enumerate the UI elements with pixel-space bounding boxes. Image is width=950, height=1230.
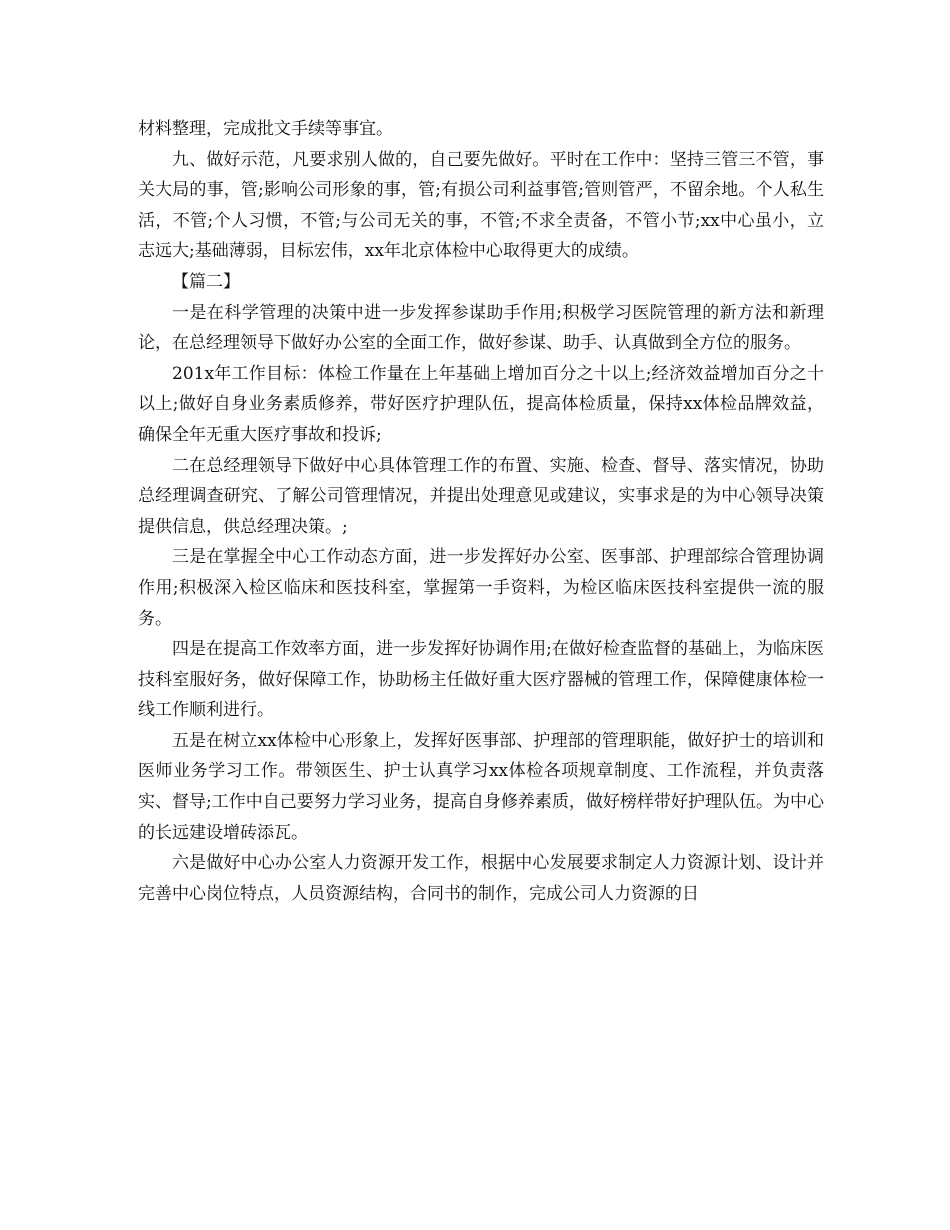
- paragraph-item-four: 四是在提高工作效率方面，进一步发挥好协调作用;在做好检查监督的基础上，为临床医技科室服好务，做好保障工作，协助杨主任做好重大医疗器械的管理工作，保障健康体检一线工作顺利进行。: [138, 639, 824, 721]
- document-page: [138, 114, 824, 909]
- paragraph-item-one: 一是在科学管理的决策中进一步发挥参谋助手作用;积极学习医院管理的新方法和新理论，在总经理领导下做好办公室的全面工作，做好参谋、助手、认真做到全方位的服务。: [138, 302, 824, 354]
- paragraph-continuation: 材料整理，完成批文手续等事宜。: [138, 119, 393, 139]
- section-heading-part-two: 【篇二】: [172, 271, 240, 292]
- paragraph-item-three: 三是在掌握全中心工作动态方面，进一步发挥好办公室、医事部、护理部综合管理协调作用;积极深入检区临床和医技科室，掌握第一手资料，为检区临床医技科室提供一流的服务。: [138, 547, 824, 629]
- paragraph-item-five: 五是在树立xx体检中心形象上，发挥好医事部、护理部的管理职能，做好护士的培训和医师业务学习工作。带领医生、护士认真学习xx体检各项规章制度、工作流程，并负责落实、督导;工作中自己要努力学习业务，提高自身修养素质，做好榜样带好护理队伍。为中心的长远建设增砖添瓦。: [138, 730, 824, 843]
- paragraph-annual-goals: 201x年工作目标：体检工作量在上年基础上增加百分之十以上;经济效益增加百分之十以上;做好自身业务素质修养，带好医疗护理队伍，提高体检质量，保持xx体检品牌效益，确保全年无重大医疗事故和投诉;: [138, 363, 824, 445]
- paragraph-item-nine: 九、做好示范，凡要求别人做的，自己要先做好。平时在工作中：坚持三管三不管，事关大局的事，管;影响公司形象的事，管;有损公司利益事管;管则管严，不留余地。个人私生活，不管;个人习惯，不管;与公司无关的事，不管;不求全责备，不管小节;xx中心虽小，立志远大;基础薄弱，目标宏伟，xx年北京体检中心取得更大的成绩。: [138, 149, 824, 262]
- paragraph-item-two: 二在总经理领导下做好中心具体管理工作的布置、实施、检查、督导、落实情况，协助总经理调查研究、了解公司管理情况，并提出处理意见或建议，实事求是的为中心领导决策提供信息，供总经理决策。;: [138, 455, 824, 537]
- paragraph-item-six: 六是做好中心办公室人力资源开发工作，根据中心发展要求制定人力资源计划、设计并完善中心岗位特点，人员资源结构，合同书的制作，完成公司人力资源的日: [138, 853, 824, 904]
